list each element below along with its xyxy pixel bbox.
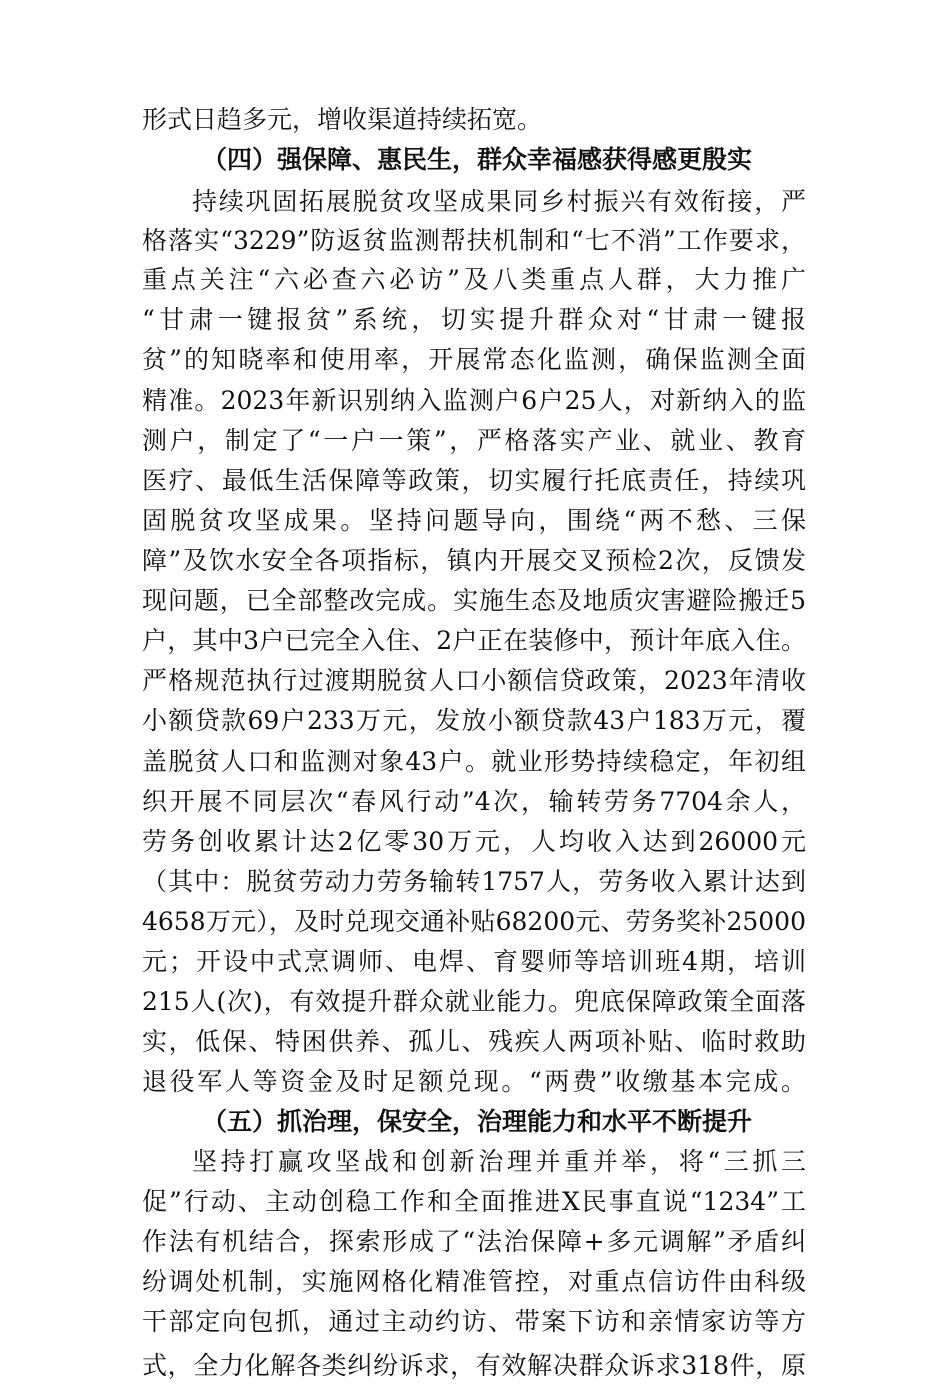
paragraph-line: “甘肃一键报贫”系统，切实提升群众对“甘肃一键报 bbox=[142, 305, 806, 334]
paragraph-line: 固脱贫攻坚成果。坚持问题导向，围绕“两不愁、三保 bbox=[142, 506, 806, 535]
paragraph-line: 障”及饮水安全各项指标，镇内开展交叉预检2次，反馈发 bbox=[142, 546, 806, 575]
paragraph-line: 严格规范执行过渡期脱贫人口小额信贷政策，2023年清收 bbox=[142, 666, 806, 695]
paragraph-line: 医疗、最低生活保障等政策，切实履行托底责任，持续巩 bbox=[142, 466, 806, 495]
paragraph-line: 退役军人等资金及时足额兑现。“两费”收缴基本完成。 bbox=[142, 1067, 806, 1096]
paragraph-line: 干部定向包抓，通过主动约访、带案下访和亲情家访等方 bbox=[142, 1307, 806, 1336]
paragraph-line: 形式日趋多元，增收渠道持续拓宽。 bbox=[142, 105, 543, 134]
paragraph-line: 现问题，已全部整改完成。实施生态及地质灾害避险搬迁5 bbox=[142, 586, 806, 615]
paragraph-line: 作法有机结合，探索形成了“法治保障+多元调解”矛盾纠 bbox=[142, 1227, 806, 1256]
paragraph-line: 盖脱贫人口和监测对象43户。就业形势持续稳定，年初组 bbox=[142, 747, 806, 776]
paragraph-line: 215人(次)，有效提升群众就业能力。兜底保障政策全面落 bbox=[142, 987, 806, 1016]
section-heading: （五）抓治理，保安全，治理能力和水平不断提升 bbox=[202, 1107, 753, 1136]
paragraph-line: 纷调处机制，实施网格化精准管控，对重点信访件由科级 bbox=[142, 1267, 806, 1296]
paragraph-line: 格落实“3229”防返贫监测帮扶机制和“七不消”工作要求， bbox=[142, 226, 806, 255]
paragraph-line: 精准。2023年新识别纳入监测户6户25人，对新纳入的监 bbox=[142, 386, 806, 415]
paragraph-line: 坚持打赢攻坚战和创新治理并重并举，将“三抓三 bbox=[192, 1147, 806, 1176]
paragraph-line: 重点关注“六必查六必访”及八类重点人群，大力推广 bbox=[142, 265, 806, 294]
paragraph-line: 贫”的知晓率和使用率，开展常态化监测，确保监测全面 bbox=[142, 345, 806, 374]
paragraph-line: 促”行动、主动创稳工作和全面推进X民事直说“1234”工 bbox=[142, 1187, 806, 1216]
paragraph-line: 织开展不同层次“春风行动”4次，输转劳务7704余人， bbox=[142, 787, 806, 816]
paragraph-line: 户，其中3户已完全入住、2户正在装修中，预计年底入住。 bbox=[142, 626, 806, 655]
paragraph-line: 测户，制定了“一户一策”，严格落实产业、就业、教育 bbox=[142, 426, 806, 455]
section-heading: （四）强保障、惠民生，群众幸福感获得感更殷实 bbox=[202, 145, 753, 174]
paragraph-line: 实，低保、特困供养、孤儿、残疾人两项补贴、临时救助 bbox=[142, 1027, 806, 1056]
paragraph-line: （其中：脱贫劳动力劳务输转1757人，劳务收入累计达到 bbox=[142, 867, 806, 896]
paragraph-line: 劳务创收累计达2亿零30万元，人均收入达到26000元 bbox=[142, 827, 806, 856]
paragraph-line: 式，全力化解各类纠纷诉求，有效解决群众诉求318件，原 bbox=[142, 1351, 806, 1381]
paragraph-line: 元；开设中式烹调师、电焊、育婴师等培训班4期，培训 bbox=[142, 947, 806, 976]
paragraph-line: 小额贷款69户233万元，发放小额贷款43户183万元，覆 bbox=[142, 706, 806, 735]
paragraph-line: 4658万元），及时兑现交通补贴68200元、劳务奖补25000 bbox=[142, 907, 806, 936]
paragraph-line: 持续巩固拓展脱贫攻坚成果同乡村振兴有效衔接，严 bbox=[192, 187, 806, 216]
